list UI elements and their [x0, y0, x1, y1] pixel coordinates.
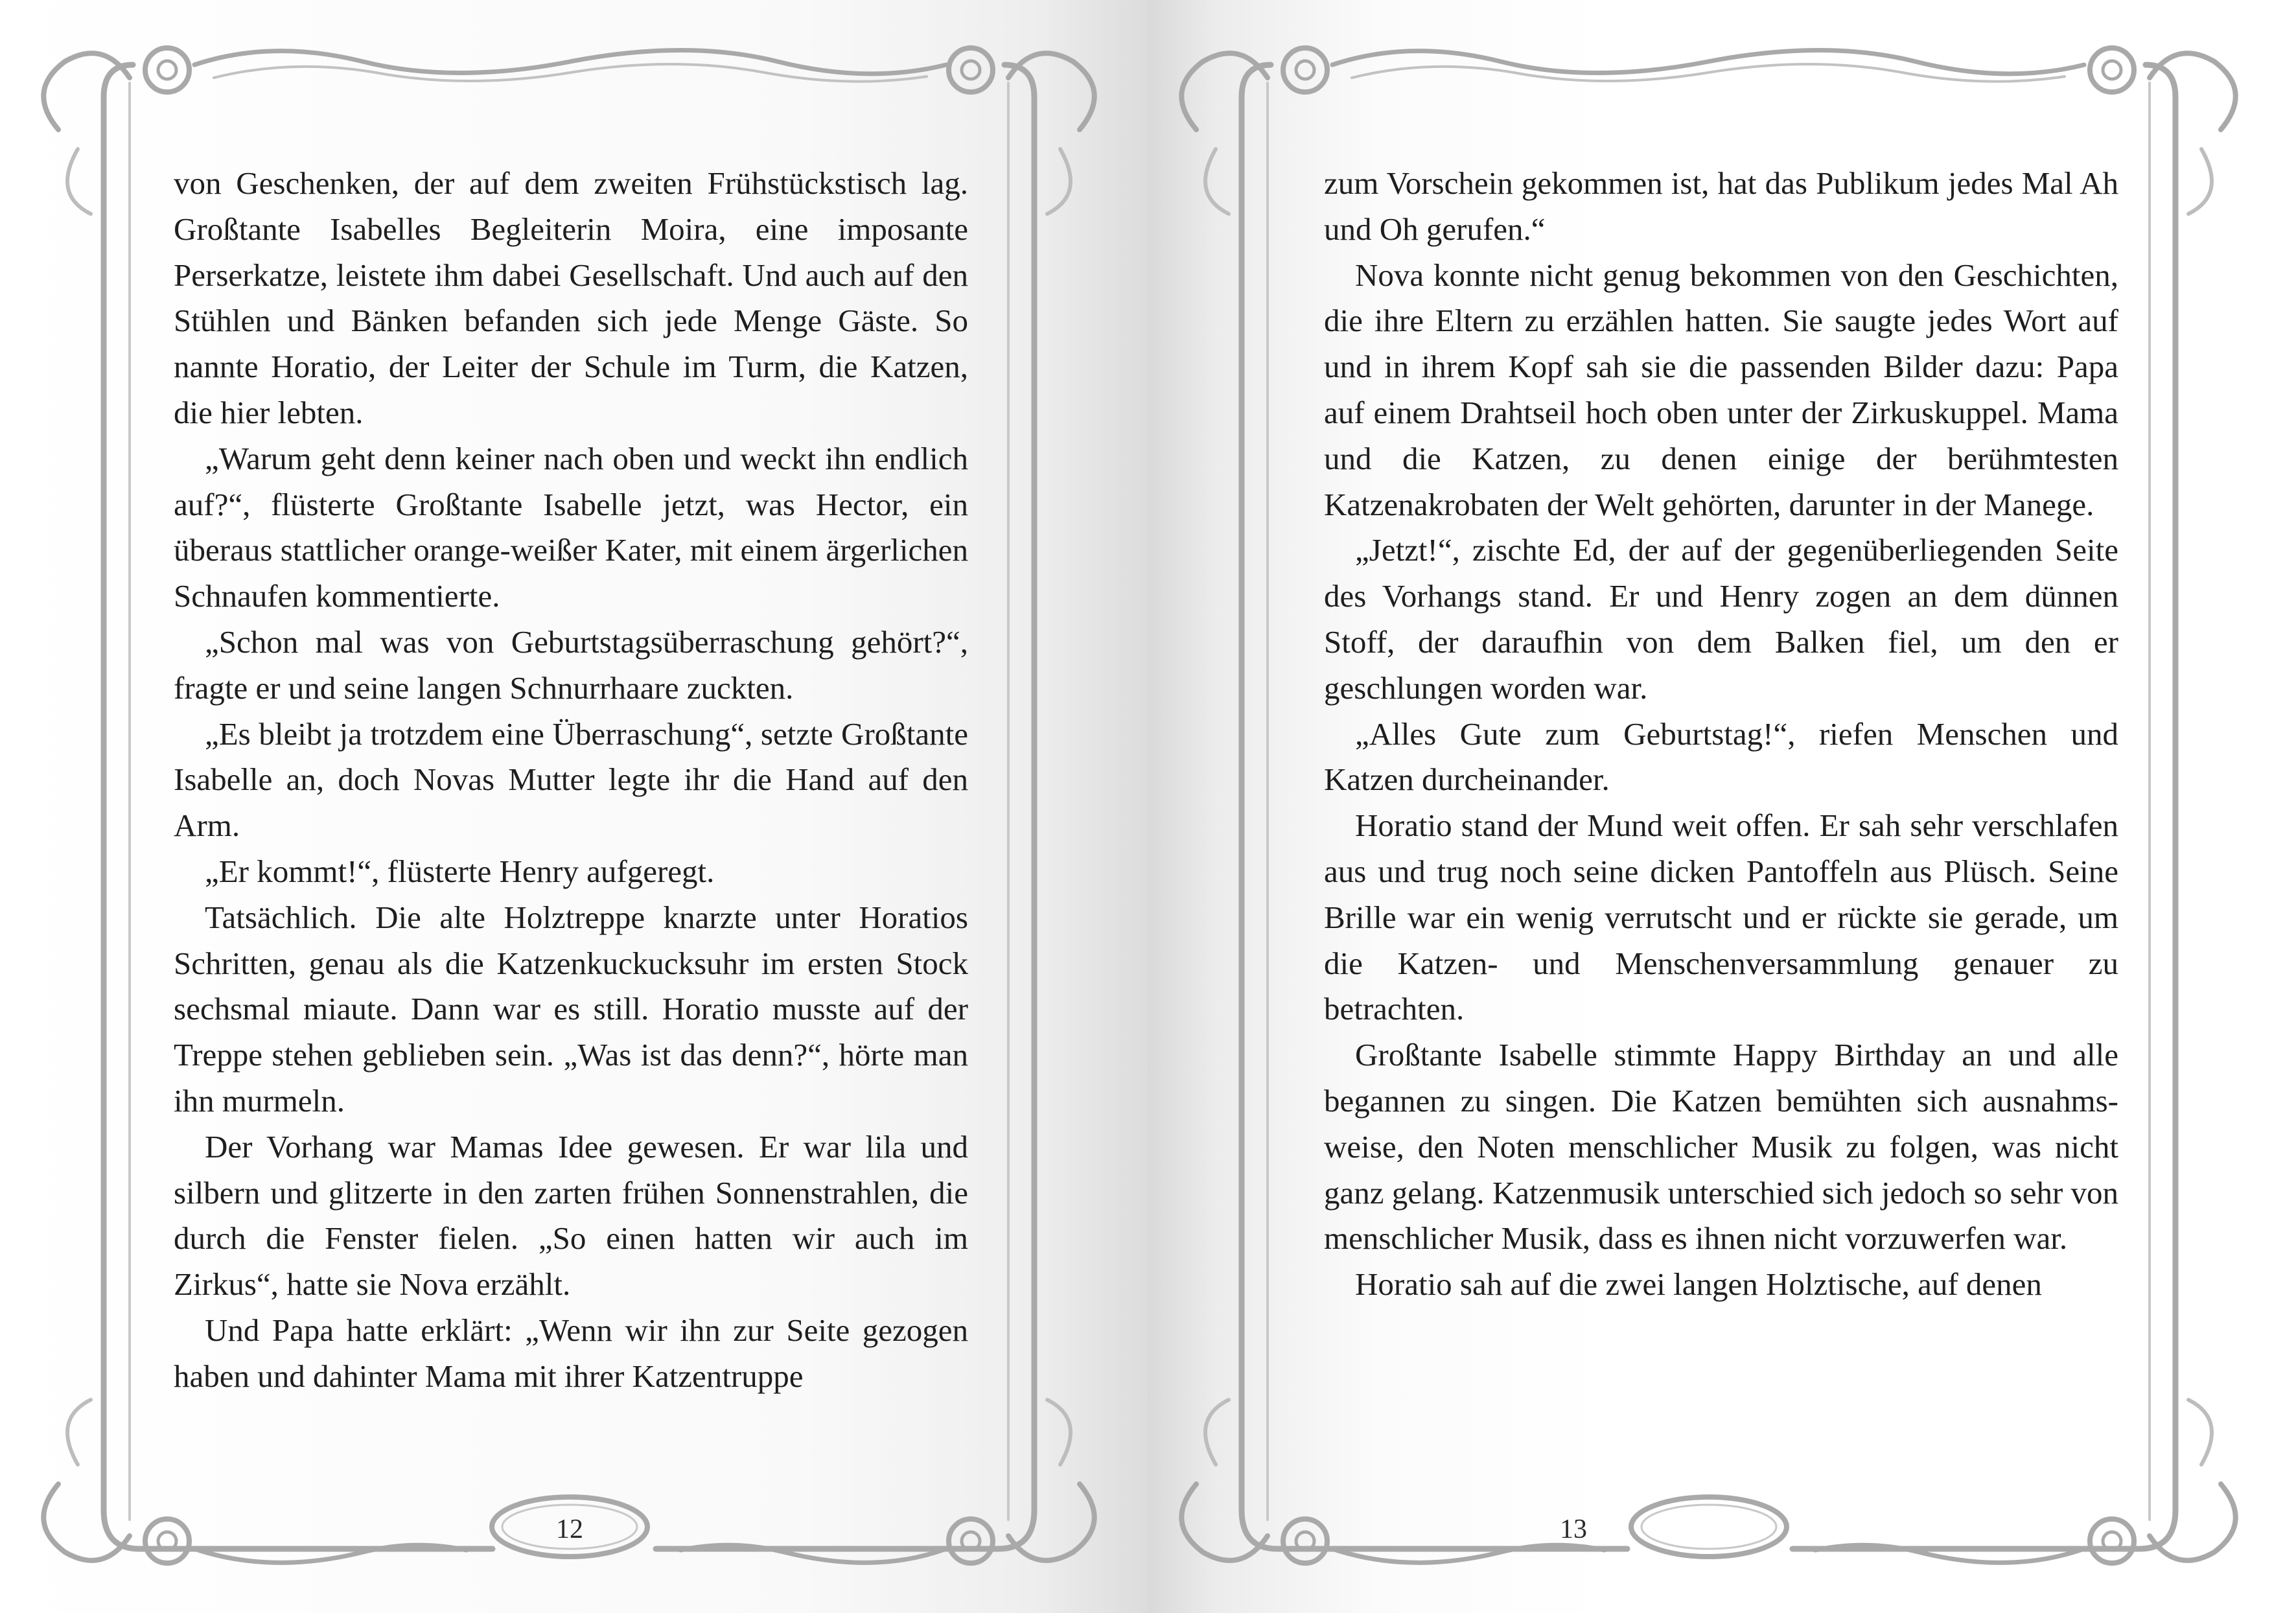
paragraph: Großtante Isabelle stimmte Happy Birthday an und alle begannen zu singen. Die Katzen bemühten sich ausnahmsweise, den Noten menschlicher Musik zu folgen, was nicht ganz gelang. Katzenmusik unterschied sich jedoch so sehr von menschlicher Musik, dass es ihnen nicht vorzuwerfen war.	[1324, 1037, 2119, 1257]
paragraph: „Alles Gute zum Geburtstag!“, riefen Menschen und Katzen durcheinander.	[1324, 715, 2118, 798]
paragraph: Nova konnte nicht genug bekommen von den Geschichten, die ihre Eltern zu erzählen hatten. Sie saugte jedes Wort auf und in ihrem Kopf sah sie die passenden Bilder dazu: Papa auf einem Drahtseil hoch oben unter der Zirkuskuppel. Mama und die Katzen, zu denen einige der berühmtesten Katzenakrobaten der Welt gehörten, darunter in der Manege.	[1324, 257, 2118, 522]
page-number: 12	[556, 1514, 583, 1544]
paragraph: von Geschenken, der auf dem zweiten Frühstückstisch lag. Großtante Isabelles Begleiterin Moira, eine imposante Perserkatze, leistete ihm dabei Gesellschaft. Und auch auf den Stühlen und Bänken befanden sich jede Menge Gäste. So nannte Horatio, der Leiter der Schule im Turm, die Katzen, die hier lebten.	[174, 165, 968, 430]
paragraph: Tatsächlich. Die alte Holztreppe knarzte unter Horatios Schritten, genau als die Katzenkuckucksuhr im ersten Stock sechsmal miaute. Dann war es still. Horatio musste auf der Treppe stehen geblieben sein. „Was ist das denn?“, hörte man ihn murmeln.	[174, 899, 968, 1119]
page-number: 13	[1560, 1514, 1587, 1544]
left-page-text	[174, 161, 968, 1400]
right-page	[1148, 0, 2296, 1613]
paragraph: „Es bleibt ja trotzdem eine Überraschung“, setzte Großtante Isabelle an, doch Novas Mutter legte ihr die Hand auf den Arm.	[174, 715, 968, 844]
paragraph: „Warum geht denn keiner nach oben und weckt ihn endlich auf?“, flüsterte Großtante Isabelle jetzt, was Hector, ein überaus stattlicher orange-weißer Kater, mit einem ärgerlichen Schnaufen kommentierte.	[174, 440, 968, 614]
paragraph: „Jetzt!“, zischte Ed, der auf der gegenüberliegenden Seite des Vorhangs stand. Er und Henry zogen an dem dünnen Stoff, der daraufhin von dem Balken fiel, um den er geschlungen worden war.	[1324, 532, 2118, 706]
right-page-text	[1324, 161, 2118, 1308]
paragraph: Horatio sah auf die zwei langen Holztische, auf denen	[1355, 1266, 2042, 1303]
paragraph: zum Vorschein gekommen ist, hat das Publikum jedes Mal Ah und Oh gerufen.“	[1324, 165, 2118, 247]
paragraph: „Er kommt!“, flüsterte Henry aufgeregt.	[205, 853, 715, 889]
paragraph: Horatio stand der Mund weit offen. Er sah sehr verschlafen aus und trug noch seine dicken Pantoffeln aus Plüsch. Seine Brille war ein wenig verrutscht und er rückte sie gerade, um die Katzen- und Menschenversammlung genauer zu betrachten.	[1324, 807, 2118, 1027]
paragraph: Und Papa hatte erklärt: „Wenn wir ihn zur Seite gezogen haben und dahinter Mama mit ihrer Katzentruppe	[174, 1312, 968, 1394]
paragraph: „Schon mal was von Geburtstagsüberraschung gehört?“, fragte er und seine langen Schnurrhaare zuckten.	[174, 623, 968, 706]
paragraph: Der Vorhang war Mamas Idee gewesen. Er war lila und silbern und glitzerte in den zarten frühen Sonnenstrahlen, die durch die Fenster fielen. „So einen hatten wir auch im Zirkus“, hatte sie Nova erzählt.	[174, 1128, 968, 1303]
